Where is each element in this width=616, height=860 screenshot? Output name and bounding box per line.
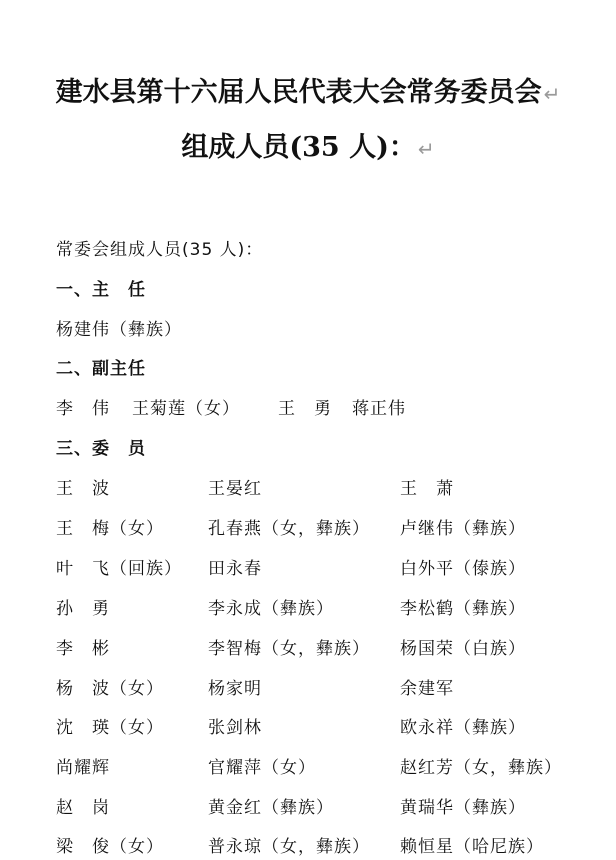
section-heading-members: 三、委 员	[56, 439, 146, 459]
member-name: 杨家明	[208, 679, 262, 699]
table-row	[0, 474, 616, 500]
member-name: 李智梅（女，彝族）	[208, 639, 370, 659]
member-name: 杨 波（女）	[56, 679, 164, 699]
vice-chair-member: 李 伟	[56, 399, 110, 419]
member-name: 赵红芳（女，彝族）	[400, 758, 562, 778]
table-row	[0, 634, 616, 660]
member-name: 李松鹤（彝族）	[400, 599, 526, 619]
table-row	[0, 713, 616, 739]
section-heading-chair: 一、主 任	[56, 280, 146, 300]
chair-member: 杨建伟（彝族）	[56, 320, 182, 340]
section-heading-vice-chair: 二、副主任	[56, 359, 146, 379]
document-title-line-1	[0, 70, 616, 109]
member-name: 官耀萍（女）	[208, 758, 316, 778]
member-name: 赵 岗	[56, 798, 110, 818]
member-name: 余建军	[400, 679, 454, 699]
table-row	[0, 753, 616, 779]
member-name: 黄金红（彝族）	[208, 798, 334, 818]
subtitle: 常委会组成人员(35 人)：	[56, 240, 264, 260]
member-name: 普永琼（女，彝族）	[208, 837, 370, 857]
member-name: 孙 勇	[56, 599, 110, 619]
member-name: 孔春燕（女，彝族）	[208, 519, 370, 539]
member-name: 白外平（傣族）	[400, 559, 526, 579]
member-name: 王 波	[56, 479, 110, 499]
member-name: 李 彬	[56, 639, 110, 659]
member-name: 杨国荣（白族）	[400, 639, 526, 659]
table-row	[0, 514, 616, 540]
member-name: 张剑林	[208, 718, 262, 738]
member-name: 梁 俊（女）	[56, 837, 164, 857]
member-name: 王 萧	[400, 479, 454, 499]
vice-chair-member: 王菊莲（女）	[132, 399, 240, 419]
member-name: 王 梅（女）	[56, 519, 164, 539]
return-mark-icon: ↵	[417, 137, 435, 161]
member-name: 王晏红	[208, 479, 262, 499]
document-title-line-2	[0, 125, 616, 164]
member-name: 叶 飞（回族）	[56, 559, 182, 579]
table-row	[0, 793, 616, 819]
member-name: 赖恒星（哈尼族）	[400, 837, 544, 857]
table-row	[0, 554, 616, 580]
return-mark-icon: ↵	[543, 82, 561, 106]
vice-chair-member: 蒋正伟	[352, 399, 406, 419]
member-name: 沈 瑛（女）	[56, 718, 164, 738]
vice-chair-member: 王 勇	[278, 399, 332, 419]
member-name: 李永成（彝族）	[208, 599, 334, 619]
title-text-2: 组成人员(35 人)：	[181, 132, 416, 163]
member-name: 黄瑞华（彝族）	[400, 798, 526, 818]
member-name: 欧永祥（彝族）	[400, 718, 526, 738]
member-name: 尚耀辉	[56, 758, 110, 778]
member-name: 田永春	[208, 559, 262, 579]
title-text-1: 建水县第十六届人民代表大会常务委员会	[55, 77, 542, 108]
table-row	[0, 594, 616, 620]
table-row	[0, 832, 616, 858]
member-name: 卢继伟（彝族）	[400, 519, 526, 539]
table-row	[0, 674, 616, 700]
